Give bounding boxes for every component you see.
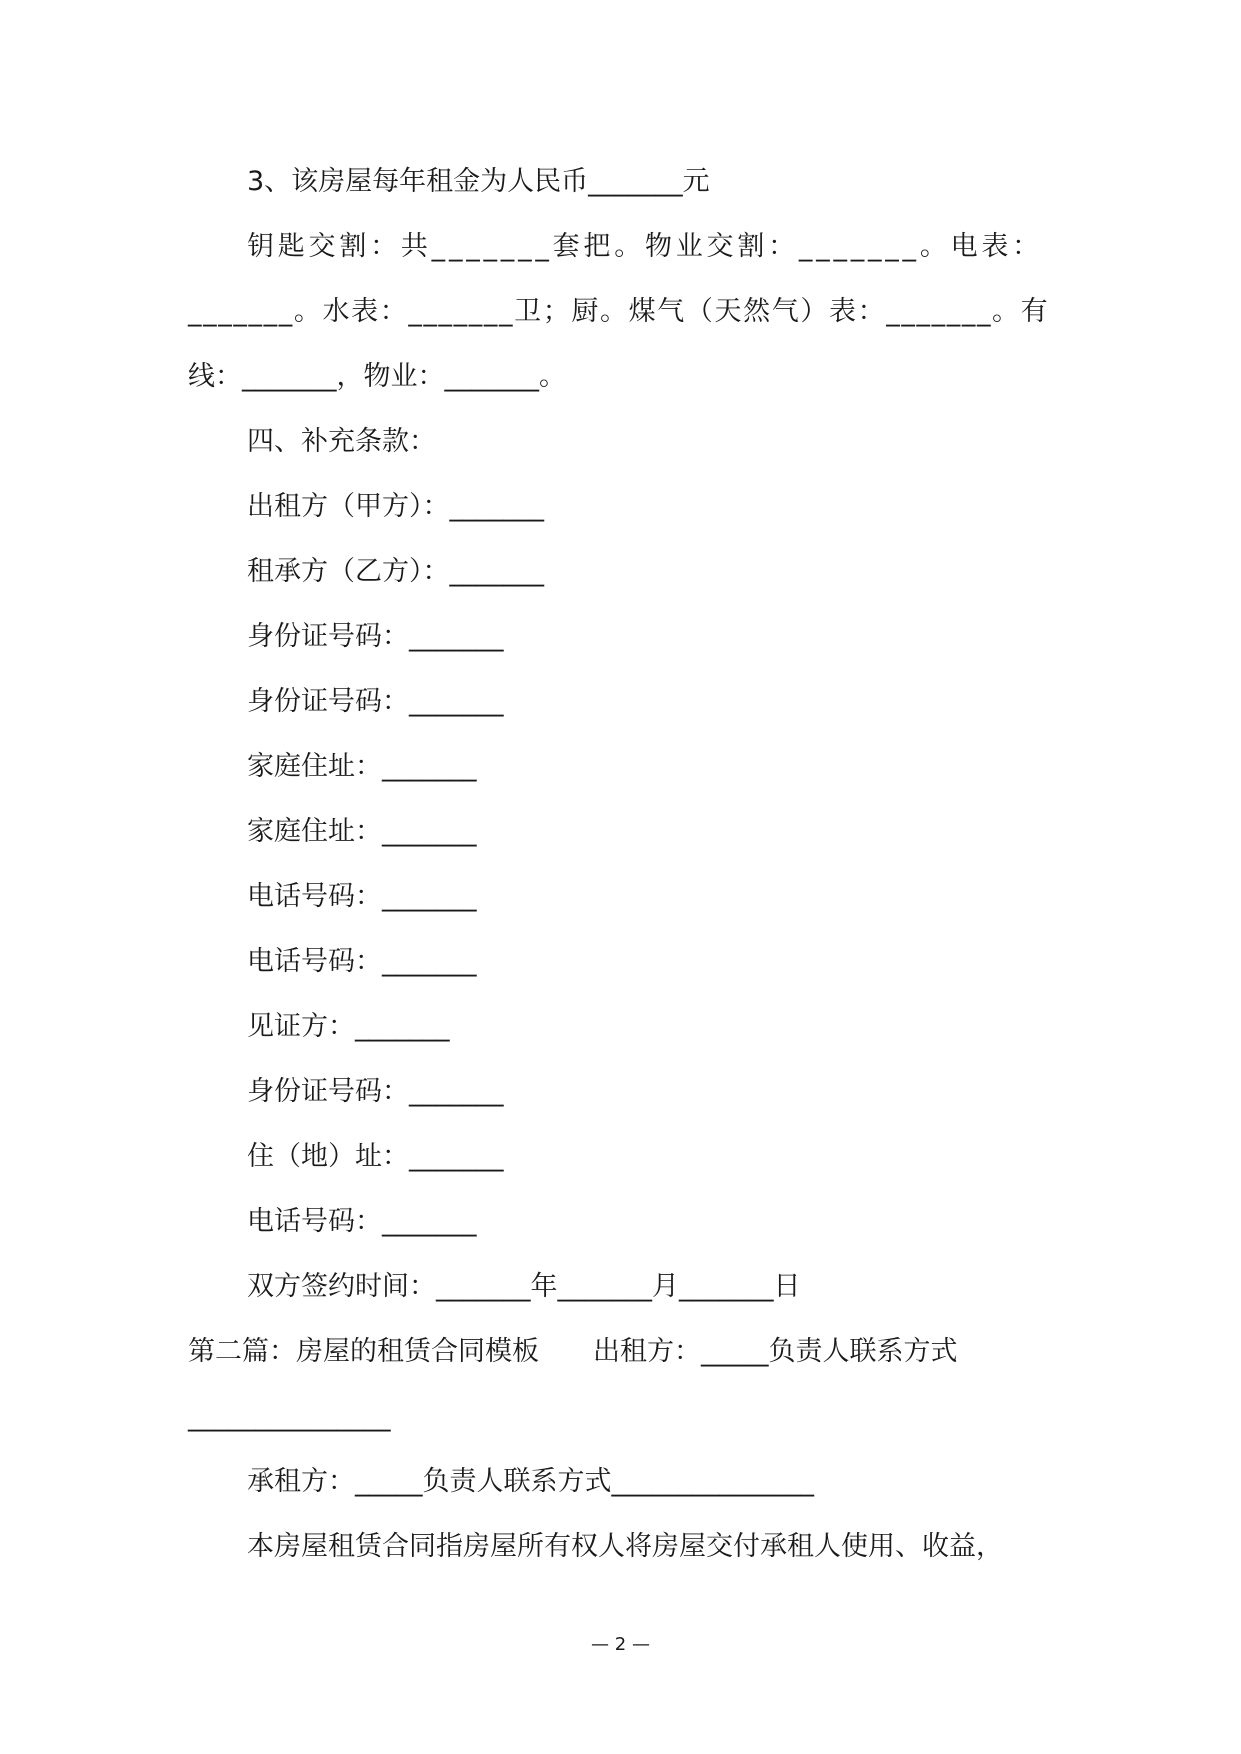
section-heading-supplementary: 四、补充条款：	[247, 426, 436, 457]
field-home-address: 家庭住址：_______	[247, 816, 477, 847]
paragraph-key-handover: 钥匙交割：共_______套把。物业交割：_______。电表：	[247, 231, 1043, 262]
field-home-address: 家庭住址：_______	[247, 751, 477, 782]
page-number: — 2 —	[591, 1634, 650, 1655]
section-heading-part-two: 第二篇：房屋的租赁合同模板 出租方：_____负责人联系方式	[188, 1336, 958, 1367]
field-id-number: 身份证号码：_______	[247, 1076, 504, 1107]
field-signing-date: 双方签约时间：_______年_______月_______日	[247, 1271, 801, 1302]
contact-underline: _______________	[188, 1401, 391, 1432]
field-phone: 电话号码：_______	[247, 946, 477, 977]
field-phone: 电话号码：_______	[247, 881, 477, 912]
field-lessee-contact: 承租方：_____负责人联系方式_______________	[247, 1466, 814, 1497]
field-id-number: 身份证号码：_______	[247, 621, 504, 652]
field-phone: 电话号码：_______	[247, 1206, 477, 1237]
paragraph-meters: _______。水表：_______卫；厨。煤气（天然气）表：_______。有	[188, 296, 1050, 327]
field-id-number: 身份证号码：_______	[247, 686, 504, 717]
paragraph-rent: 3、该房屋每年租金为人民币_______元	[247, 166, 710, 197]
field-lessee: 租承方（乙方）：_______	[247, 556, 544, 587]
field-address: 住（地）址：_______	[247, 1141, 504, 1172]
field-lessor: 出租方（甲方）：_______	[247, 491, 544, 522]
field-witness: 见证方：_______	[247, 1011, 450, 1042]
paragraph-cable-property: 线：_______，物业：_______。	[188, 361, 566, 392]
paragraph-definition: 本房屋租赁合同指房屋所有权人将房屋交付承租人使用、收益，	[247, 1531, 1003, 1562]
